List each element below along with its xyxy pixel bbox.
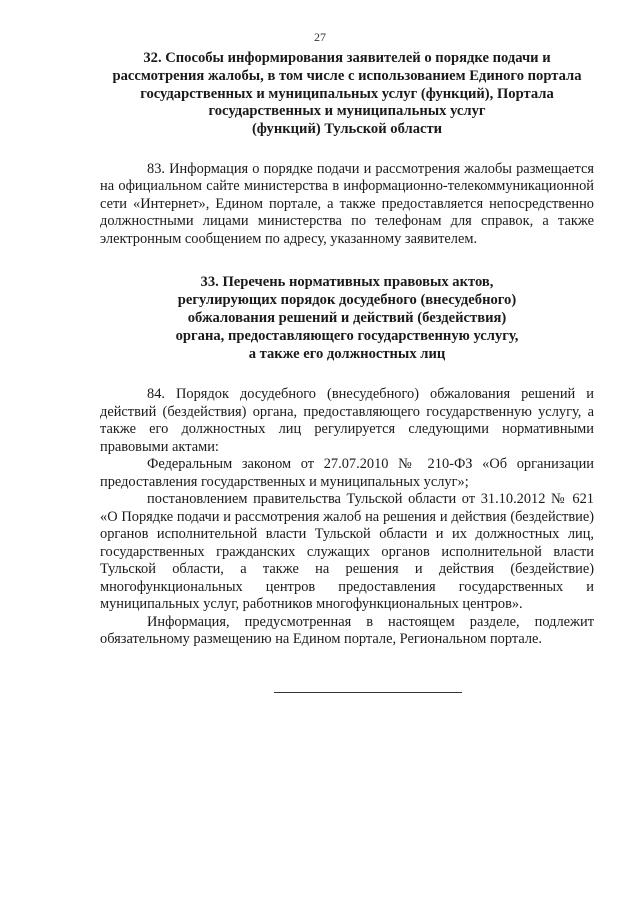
- section-32-heading: [100, 50, 594, 139]
- paragraph-information-placement: Информация, предусмотренная в настоящем разделе, подлежит обязательному размещению на Едином портале, Региональном портале.: [100, 613, 594, 648]
- section-33-heading-line: а также его должностных лиц: [248, 345, 446, 362]
- section-33-heading-line: регулирующих порядок досудебного (внесудебного): [177, 292, 517, 309]
- section-33-heading-line: обжалования решений и действий (бездействия): [187, 310, 507, 327]
- section-32-heading-line: рассмотрения жалобы, в том числе с использованием Единого портала: [112, 67, 582, 84]
- section-33-heading-line: органа, предоставляющего государственную услугу,: [175, 327, 519, 344]
- section-32-heading-line: государственных и муниципальных услуг (функций), Портала: [140, 85, 554, 102]
- section-32-heading-line: государственных и муниципальных услуг: [208, 103, 486, 120]
- section-33-heading-line: 33. Перечень нормативных правовых актов,: [200, 274, 494, 291]
- section-33-heading: [100, 274, 594, 363]
- section-32-heading-line: 32. Способы информирования заявителей о порядке подачи и: [143, 50, 551, 66]
- act-regional-resolution: постановлением правительства Тульской области от 31.10.2012 № 621 «О Порядке подачи и рассмотрения жалоб на решения и действия (бездействие) органов исполнительной власти Тульской области и их должностных лиц, государственных гражданских служащих органов исполнительной власти Тульской области, а также на решения и действия (бездействие) многофункциональных центров предоставления государственных и муниципальных услуг, работников многофункциональных центров».: [100, 491, 594, 613]
- page-number: 27: [314, 30, 326, 44]
- act-federal-law: Федеральным законом от 27.07.2010 № 210-ФЗ «Об организации предоставления государственных и муниципальных услуг»;: [100, 456, 594, 490]
- section-32-heading-line: (функций) Тульской области: [251, 121, 443, 138]
- closing-rule-line: [274, 692, 462, 693]
- paragraph-84: 84. Порядок досудебного (внесудебного) обжалования решений и действий (бездействия) органа, предоставляющего государственную услугу, а также его должностных лиц регулируется следующими нормативными правовыми актами:: [100, 386, 594, 455]
- page-content: [100, 50, 594, 649]
- paragraph-83: 83. Информация о порядке подачи и рассмотрения жалобы размещается на официальном сайте министерства в информационно-телекоммуникационной сети «Интернет», Едином портале, а также предоставляется непосредственно должностными лицами министерства по телефонам для справок, а также электронным сообщением по адресу, указанному заявителем.: [100, 160, 594, 247]
